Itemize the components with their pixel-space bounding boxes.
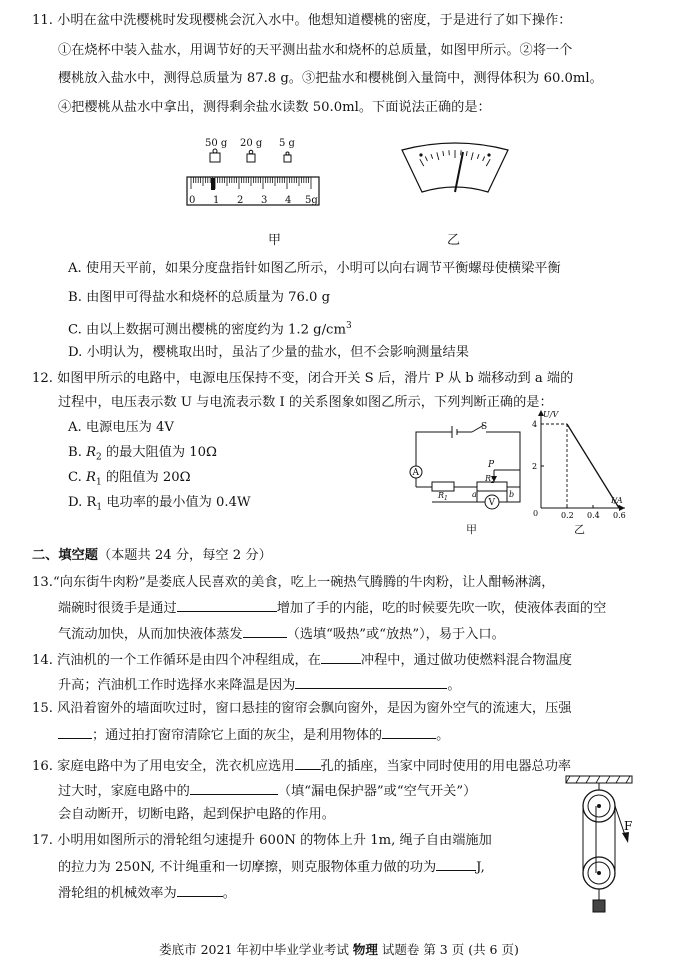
q16-line1: 16. 家庭电路中为了用电安全，洗衣机应选用 孔的插座，当家中同时使用的用电器总功率 <box>32 756 571 776</box>
q14-blank-2 <box>295 675 447 689</box>
q11-option-b: B. 由图甲可得盐水和烧杯的总质量为 76.0 g <box>68 290 331 305</box>
weight-20g-label: 20 g <box>240 138 263 149</box>
section-2-heading: 二、填空题（本题共 24 分，每空 2 分） <box>32 548 272 563</box>
rider <box>211 178 215 190</box>
x-tick-label: 0.6 <box>613 511 626 520</box>
q16-blank-2 <box>190 781 278 795</box>
svg-text:S: S <box>481 422 488 432</box>
q13-line2: 端碗时很烫手是通过 增加了手的内能，吃的时候要先吹一吹，使液体表面的空 <box>58 598 606 618</box>
q12-option-d: D. $R_1$ 电功率的最小值为 0.4W <box>68 495 251 513</box>
svg-text:V: V <box>488 498 495 508</box>
svg-text:0: 0 <box>189 195 196 206</box>
q12-option-b: B. $R_2$ 的最大阻值为 10Ω <box>68 445 217 463</box>
q11-line3: 樱桃放入盐水中，测得总质量为 87.8 g。③把盐水和樱桃倒入量筒中，测得体积为 60.0ml。 <box>58 71 603 86</box>
svg-text:b: b <box>509 490 515 499</box>
svg-text:3: 3 <box>261 195 268 206</box>
svg-text:P: P <box>488 460 495 470</box>
q11-option-d: D. 小明认为，樱桃取出时，虽沾了少量的盐水，但不会影响测量结果 <box>68 345 469 360</box>
load-block-icon <box>593 900 605 912</box>
figure-jia-caption: 甲 <box>268 233 282 248</box>
svg-text:1: 1 <box>213 195 220 206</box>
u-i-chart <box>525 408 630 520</box>
y-tick-label: 2 <box>532 462 538 471</box>
q17-line1: 17. 小明用如图所示的滑轮组匀速提升 600N 的物体上升 1m, 绳子自由端施加 <box>32 833 492 848</box>
q11-option-a: A. 使用天平前，如果分度盘指针如图乙所示，小明可以向右调节平衡螺母使横梁平衡 <box>68 261 561 276</box>
weight-50g-label: 50 g <box>205 138 228 149</box>
q12-line1: 12. 如图甲所示的电路中，电源电压保持不变，闭合开关 S 后，滑片 P 从 b 端移动到 a 端的 <box>32 371 574 386</box>
q15-blank-2 <box>382 725 436 739</box>
q17-line2: 的拉力为 250N, 不计绳重和一切摩擦，则克服物体重力做的功为 J, <box>58 857 485 877</box>
chart-caption: 乙 <box>574 523 585 536</box>
q11-line2: ①在烧杯中装入盐水，用调节好的天平测出盐水和烧杯的总质量，如图甲所示。②将一个 <box>58 43 573 58</box>
q15-blank-1 <box>58 725 92 739</box>
q11-line4: ④把樱桃从盐水中拿出，测得剩余盐水读数 50.0ml。下面说法正确的是： <box>58 100 491 115</box>
svg-text:R2: $R_2$ <box>485 474 495 485</box>
svg-text:2: 2 <box>237 195 244 206</box>
weight-5g-label: 5 g <box>279 138 295 149</box>
q12-line2: 过程中，电压表示数 U 与电流表示数 I 的关系图象如图乙所示，下列判断正确的是： <box>58 395 553 410</box>
force-f-label: F <box>624 819 633 833</box>
q17-blank-1 <box>436 857 476 871</box>
q15-line2: ；通过拍打窗帘清除它上面的灰尘，是利用物体的 。 <box>58 725 449 745</box>
q11-line1: 11. 小明在盆中洗樱桃时发现樱桃会沉入水中。他想知道樱桃的密度，于是进行了如下操作： <box>32 13 572 28</box>
page-footer: 娄底市 2021 年初中毕业学业考试 物理 试题卷 第 3 页 (共 6 页) <box>159 942 519 957</box>
q13-line1: 13.“向东街牛肉粉”是娄底人民喜欢的美食，吃上一碗热气腾腾的牛肉粉，让人酣畅淋漓， <box>32 575 555 590</box>
q17-blank-2 <box>177 883 223 897</box>
svg-text:A: A <box>412 468 419 478</box>
circuit-diagram <box>402 420 527 520</box>
circuit-caption: 甲 <box>466 523 477 536</box>
q13-blank-1 <box>177 598 277 612</box>
q16-line3: 会自动断开，切断电路，起到保护电路的作用。 <box>58 807 335 822</box>
svg-text:4: 4 <box>285 195 292 206</box>
q11-option-c: C. 由以上数据可测出樱桃的密度约为 1.2 $g/cm^3$ <box>68 321 352 338</box>
y-tick-label: 4 <box>532 420 538 429</box>
q12-option-c: C. $R_1$ 的阻值为 20Ω <box>68 470 191 488</box>
svg-text:a: a <box>472 490 477 499</box>
balance-scale-figure <box>185 132 325 212</box>
x-tick-label: 0.2 <box>561 511 574 520</box>
y-axis-label: U/V <box>543 410 559 419</box>
pulley-system-figure <box>566 776 646 916</box>
q17-line3: 滑轮组的机械效率为 。 <box>58 883 236 903</box>
x-axis-label: I/A <box>611 496 623 505</box>
x-tick-label: 0.4 <box>587 511 600 520</box>
q13-blank-2 <box>243 624 287 638</box>
origin-label: 0 <box>533 509 539 518</box>
resistor-r1-icon <box>432 482 454 491</box>
figure-yi-caption: 乙 <box>447 233 461 248</box>
svg-text:R1: $R_1$ <box>438 491 448 502</box>
q12-option-a: A. 电源电压为 4V <box>68 420 174 435</box>
q14-line1: 14. 汽油机的一个工作循环是由四个冲程组成，在 冲程中，通过做功使燃料混合物温度 <box>32 650 572 670</box>
q14-blank-1 <box>321 650 361 664</box>
q16-line2: 过大时，家庭电路中的 （填“漏电保护器”或“空气开关”） <box>58 781 476 801</box>
svg-text:5g: 5g <box>305 195 318 206</box>
pointer-dial-figure <box>400 142 510 202</box>
q13-line3: 气流动加快，从而加快液体蒸发 （选填“吸热”或“放热”），易于入口。 <box>58 624 505 644</box>
weight-icons <box>210 149 291 162</box>
q16-blank-1 <box>295 756 321 770</box>
q15-line1: 15. 风沿着窗外的墙面吹过时，窗口悬挂的窗帘会飘向窗外，是因为窗外空气的流速大，压强 <box>32 701 572 716</box>
q14-line2: 升高；汽油机工作时选择水来降温是因为 。 <box>58 675 461 695</box>
